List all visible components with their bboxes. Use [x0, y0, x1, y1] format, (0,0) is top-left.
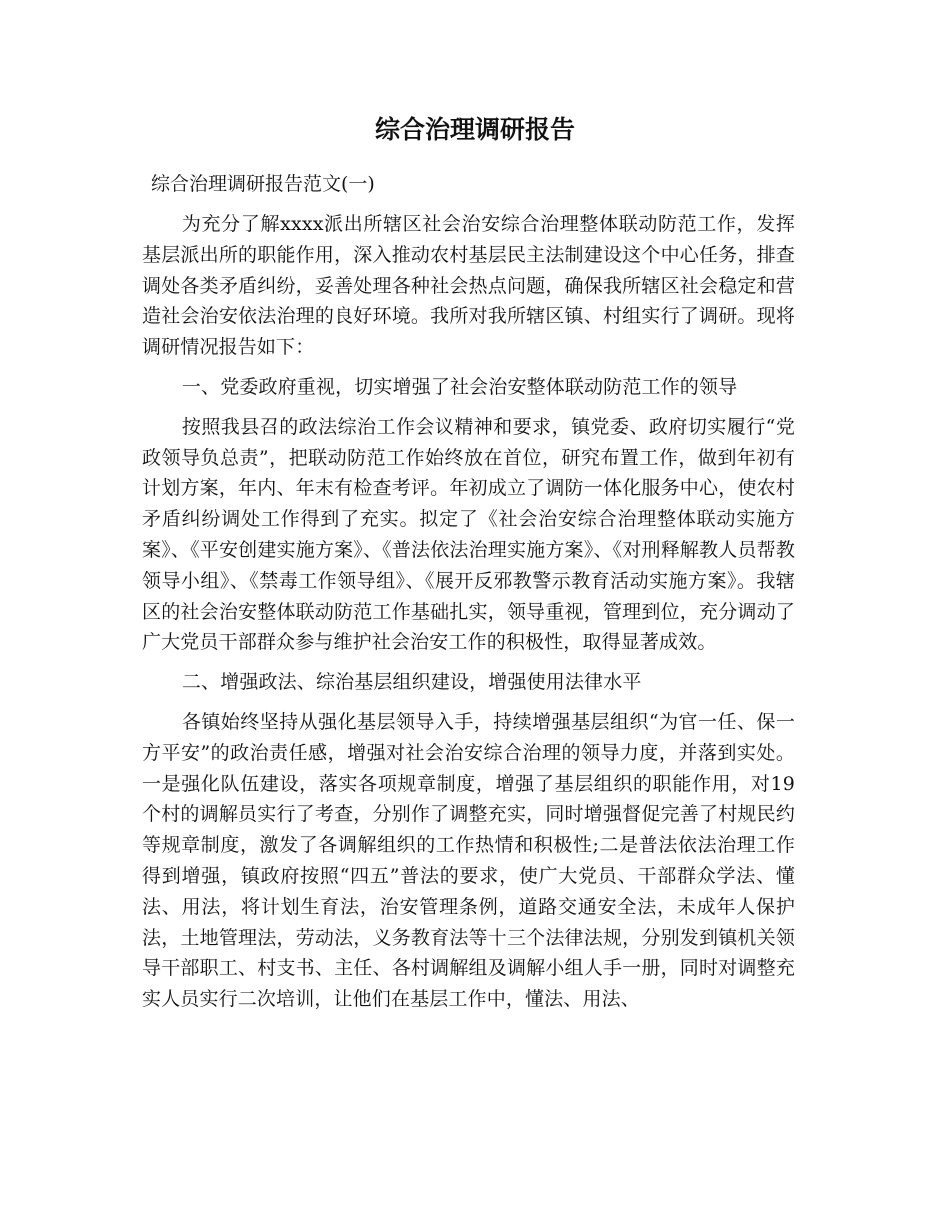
section-1-paragraph: 按照我县召的政法综治工作会议精神和要求，镇党委、政府切实履行“党政领导负总责”，把联动防范工作始终放在首位，研究布置工作，做到年初有计划方案，年内、年末有检查考评。年初成立了调防一体化服务中心，使农村矛盾纠纷调处工作得到了充实。拟定了《社会治安综合治理整体联动实施方案》、《平安创建实施方案》、《普法依法治理实施方案》、《对刑释解教人员帮教领导小组》、《禁毒工作领导组》、《展开反邪教警示教育活动实施方案》。我辖区的社会治安整体联动防范工作基础扎实，领导重视，管理到位，充分调动了广大党员干部群众参与维护社会治安工作的积极性，取得显著成效。: [142, 415, 795, 654]
section-heading-2: 二、增强政法、综治基层组织建设，增强使用法律水平: [181, 671, 642, 694]
document-subtitle: 综合治理调研报告范文(一): [151, 173, 375, 195]
document-body: [142, 209, 795, 1024]
document-title: 综合治理调研报告: [374, 115, 575, 144]
section-2-paragraph: 各镇始终坚持从强化基层领导入手，持续增强基层组织“为官一任、保一方平安”的政治责任感，增强对社会治安综合治理的领导力度，并落到实处。一是强化队伍建设，落实各项规章制度，增强了基层组织的职能作用，对19个村的调解员实行了考查，分别作了调整充实，同时增强督促完善了村规民约等规章制度，激发了各调解组织的工作热情和积极性;二是普法依法治理工作得到增强，镇政府按照“四五”普法的要求，使广大党员、干部群众学法、懂法、用法，将计划生育法，治安管理条例，道路交通安全法，未成年人保护法，土地管理法，劳动法，义务教育法等十三个法律法规，分别发到镇机关领导干部职工、村支书、主任、各村调解组及调解小组人手一册，同时对调整充实人员实行二次培训，让他们在基层工作中，懂法、用法、: [142, 710, 795, 1011]
intro-paragraph: 为充分了解xxxx派出所辖区社会治安综合治理整体联动防范工作，发挥基层派出所的职能作用，深入推动农村基层民主法制建设这个中心任务，排查调处各类矛盾纠纷，妥善处理各种社会热点问题，确保我所辖区社会稳定和营造社会治安依法治理的良好环境。我所对我所辖区镇、村组实行了调研。现将调研情况报告如下：: [142, 213, 795, 359]
section-heading-1: 一、党委政府重视，切实增强了社会治安整体联动防范工作的领导: [181, 375, 738, 398]
